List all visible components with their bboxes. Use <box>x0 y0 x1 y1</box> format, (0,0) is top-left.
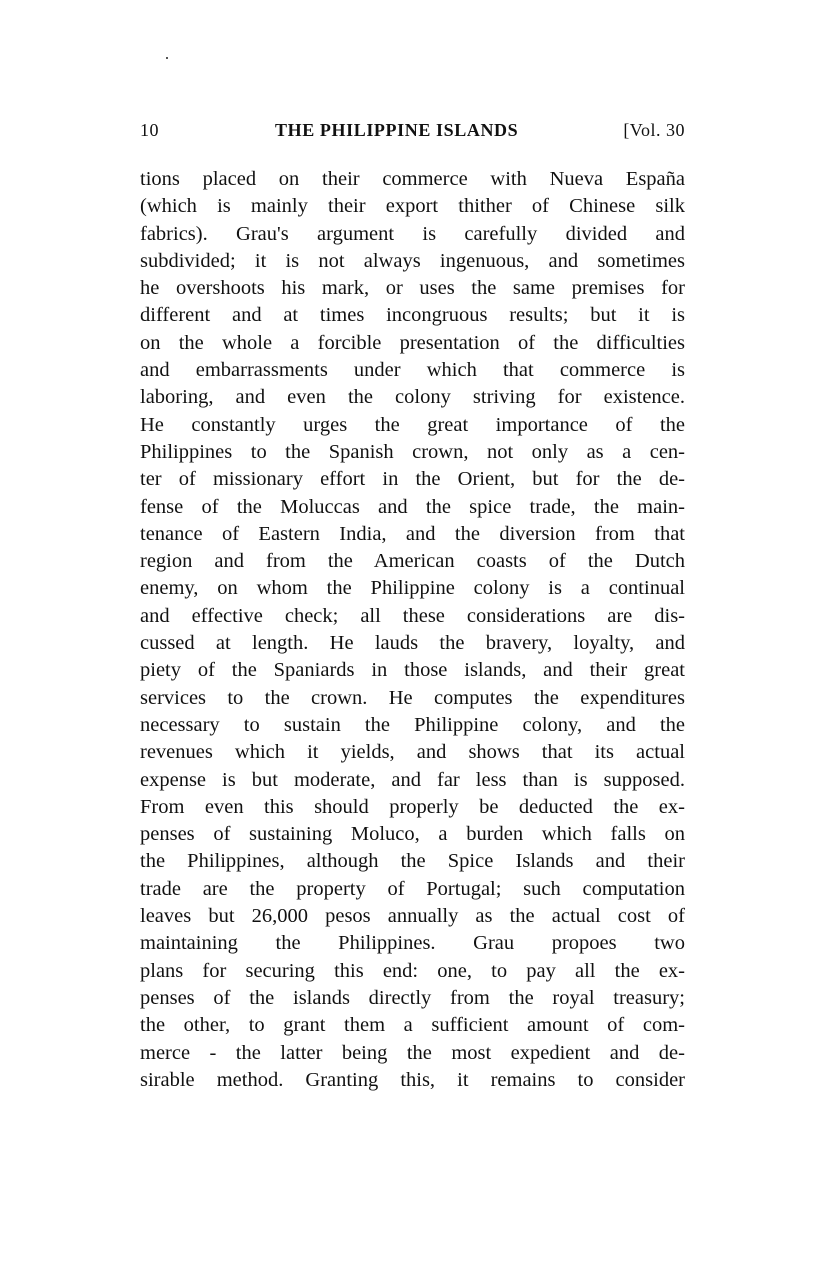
text-line: region and from the American coasts of the Dutch <box>140 550 685 573</box>
running-title: THE PHILIPPINE ISLANDS <box>275 120 519 140</box>
text-line: fense of the Moluccas and the spice trade, the main- <box>140 495 685 518</box>
text-line: piety of the Spaniards in those islands, and their great <box>140 659 685 682</box>
text-line: expense is but moderate, and far less than is supposed. <box>140 768 685 791</box>
scan-speck <box>166 57 168 59</box>
text-line: plans for securing this end: one, to pay all the ex- <box>140 959 685 982</box>
text-line: fabrics). Grau's argument is carefully divided and <box>140 222 685 245</box>
page-number: 10 <box>140 120 159 140</box>
text-line: services to the crown. He computes the expenditures <box>140 686 685 709</box>
running-header <box>140 120 685 144</box>
text-line: the other, to grant them a sufficient amount of com- <box>140 1014 685 1037</box>
text-line: cussed at length. He lauds the bravery, loyalty, and <box>140 632 685 655</box>
text-line: (which is mainly their export thither of Chinese silk <box>140 195 685 218</box>
text-line: tions placed on their commerce with Nueva España <box>140 168 685 190</box>
text-line: tenance of Eastern India, and the diversion from that <box>140 522 685 545</box>
volume-label: [Vol. 30 <box>623 120 685 140</box>
text-line: and embarrassments under which that commerce is <box>140 359 685 382</box>
text-line: trade are the property of Portugal; such computation <box>140 877 685 900</box>
text-line: revenues which it yields, and shows that its actual <box>140 741 685 764</box>
text-line: Philippines to the Spanish crown, not only as a cen- <box>140 440 685 463</box>
text-line: necessary to sustain the Philippine colony, and the <box>140 713 685 736</box>
text-line: different and at times incongruous results; but it is <box>140 304 685 327</box>
text-line: sirable method. Granting this, it remains to consider <box>140 1068 685 1091</box>
text-line: leaves but 26,000 pesos annually as the actual cost of <box>140 905 685 928</box>
text-line: ter of missionary effort in the Orient, but for the de- <box>140 468 685 491</box>
body-paragraph <box>140 166 685 1094</box>
text-line: maintaining the Philippines. Grau propoes two <box>140 932 685 955</box>
text-line: and effective check; all these considerations are dis- <box>140 604 685 627</box>
text-line: penses of the islands directly from the royal treasury; <box>140 986 685 1009</box>
text-line: on the whole a forcible presentation of the difficulties <box>140 331 685 354</box>
text-line: enemy, on whom the Philippine colony is a continual <box>140 577 685 600</box>
text-line: penses of sustaining Moluco, a burden which falls on <box>140 823 685 846</box>
text-line: subdivided; it is not always ingenuous, and sometimes <box>140 249 685 272</box>
text-line: he overshoots his mark, or uses the same premises for <box>140 277 685 300</box>
text-line: the Philippines, although the Spice Islands and their <box>140 850 685 873</box>
text-line: From even this should properly be deducted the ex- <box>140 795 685 818</box>
text-line: merce - the latter being the most expedient and de- <box>140 1041 685 1064</box>
text-line: laboring, and even the colony striving for existence. <box>140 386 685 409</box>
text-line: He constantly urges the great importance of the <box>140 413 685 436</box>
